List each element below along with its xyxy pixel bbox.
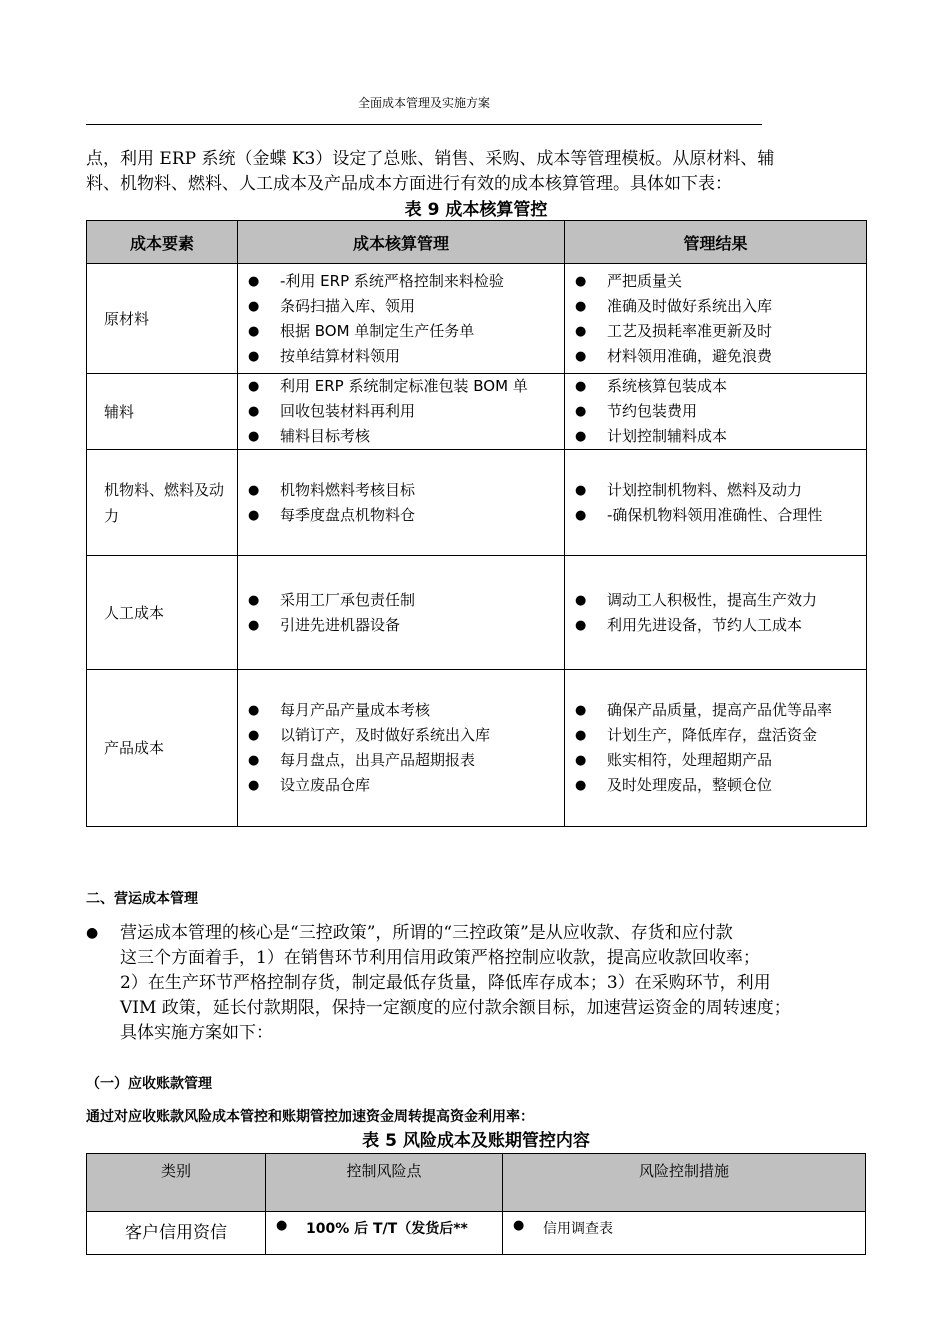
table-row: [87, 1212, 866, 1255]
paragraph-line: 具体实施方案如下：: [120, 1023, 273, 1043]
result-cell: [565, 556, 867, 670]
list-item: ● 设立废品仓库: [248, 773, 564, 798]
list-item: ● 确保产品质量，提高产品优等品率: [575, 698, 866, 723]
table-row: [87, 670, 867, 827]
list-item: ● 机物料燃料考核目标: [248, 478, 564, 503]
cost-element-cell: 人工成本: [87, 556, 238, 670]
risk-cost-table: [86, 1153, 866, 1255]
list-item: ● 每月产品产量成本考核: [248, 698, 564, 723]
list-item: ● 计划控制机物料、燃料及动力: [575, 478, 866, 503]
list-item: ● 计划生产，降低库存，盘活资金: [575, 723, 866, 748]
table-row: [87, 374, 867, 450]
list-item: ● 系统核算包装成本: [575, 374, 866, 399]
list-item: ● 工艺及损耗率准更新及时: [575, 319, 866, 344]
cost-element-cell: 辅料: [87, 374, 238, 450]
paragraph-text: [120, 921, 876, 1046]
list-item: ● 利用 ERP 系统制定标准包装 BOM 单: [248, 374, 564, 399]
list-item: ● 回收包装材料再利用: [248, 399, 564, 424]
list-item: ● 账实相符，处理超期产品: [575, 748, 866, 773]
paragraph-line: 营运成本管理的核心是“三控政策”，所谓的“三控政策”是从应收款、存货和应付款: [120, 923, 733, 943]
column-header: 成本要素: [87, 221, 238, 264]
table9-caption: 表 9 成本核算管控: [404, 200, 548, 220]
management-cell: [238, 556, 565, 670]
table-header-row: [87, 1154, 866, 1212]
list-item: ● 及时处理废品，整顿仓位: [575, 773, 866, 798]
intro-line: 料、机物料、燃料、人工成本及产品成本方面进行有效的成本核算管理。具体如下表：: [86, 174, 732, 194]
list-item: ● 材料领用准确，避免浪费: [575, 344, 866, 369]
subsection-title: （一）应收账款管理: [86, 1076, 212, 1092]
list-item: ● 采用工厂承包责任制: [248, 588, 564, 613]
list-item: ● 根据 BOM 单制定生产任务单: [248, 319, 564, 344]
result-cell: [565, 264, 867, 374]
management-cell: [238, 264, 565, 374]
list-item: ● -利用 ERP 系统严格控制来料检验: [248, 269, 564, 294]
management-cell: [238, 450, 565, 556]
table-row: [87, 264, 867, 374]
list-item: ● 每月盘点，出具产品超期报表: [248, 748, 564, 773]
column-header: 控制风险点: [266, 1154, 503, 1212]
list-item: ● -确保机物料领用准确性、合理性: [575, 503, 866, 528]
list-item: ● 利用先进设备，节约人工成本: [575, 613, 866, 638]
result-cell: [565, 670, 867, 827]
result-cell: [565, 374, 867, 450]
column-header: 类别: [87, 1154, 266, 1212]
category-cell: 客户信用资信: [87, 1212, 266, 1255]
section-title: 二、营运成本管理: [86, 891, 198, 907]
column-header: 成本核算管理: [238, 221, 565, 264]
table-header-row: [87, 221, 867, 264]
table5-caption: 表 5 风险成本及账期管控内容: [362, 1131, 590, 1151]
list-item: ● 准确及时做好系统出入库: [575, 294, 866, 319]
page-header: 全面成本管理及实施方案: [357, 96, 490, 110]
table-row: [87, 556, 867, 670]
cost-accounting-table: [86, 220, 867, 827]
paragraph-line: VIM 政策，延长付款期限，保持一定额度的应付款余额目标，加速营运资金的周转速度；: [120, 998, 791, 1018]
measure-cell: ● 信用调查表: [503, 1212, 866, 1255]
subsection-lead: 通过对应收账款风险成本管控和账期管控加速资金周转提高资金利用率：: [86, 1109, 534, 1125]
list-item: ● 计划控制辅料成本: [575, 424, 866, 449]
table-row: [87, 450, 867, 556]
list-item: ● 条码扫描入库、领用: [248, 294, 564, 319]
column-header: 管理结果: [565, 221, 867, 264]
cost-element-cell: 机物料、燃料及动力: [87, 450, 238, 556]
list-item: ● 严把质量关: [575, 269, 866, 294]
header-divider: [86, 124, 762, 125]
column-header: 风险控制措施: [503, 1154, 866, 1212]
cost-element-cell: 产品成本: [87, 670, 238, 827]
list-item: ● 按单结算材料领用: [248, 344, 564, 369]
management-cell: [238, 670, 565, 827]
management-cell: [238, 374, 565, 450]
risk-point-cell: ● 100% 后 T/T（发货后**: [266, 1212, 503, 1255]
list-item: ● 调动工人积极性，提高生产效力: [575, 588, 866, 613]
paragraph-line: 这三个方面着手，1）在销售环节利用信用政策严格控制应收款，提高应收款回收率；: [120, 948, 760, 968]
intro-paragraph: [86, 147, 866, 197]
list-item: ● 以销订产，及时做好系统出入库: [248, 723, 564, 748]
list-item: ● 引进先进机器设备: [248, 613, 564, 638]
cost-element-cell: 原材料: [87, 264, 238, 374]
list-item: ● 节约包装费用: [575, 399, 866, 424]
list-item: ● 辅料目标考核: [248, 424, 564, 449]
intro-line: 点，利用 ERP 系统（金蝶 K3）设定了总账、销售、采购、成本等管理模板。从原材料、辅: [86, 149, 775, 169]
paragraph-line: 2）在生产环节严格控制存货，制定最低存货量，降低库存成本；3）在采购环节，利用: [120, 973, 771, 993]
bullet-icon: ●: [86, 925, 99, 941]
result-cell: [565, 450, 867, 556]
list-item: ● 每季度盘点机物料仓: [248, 503, 564, 528]
